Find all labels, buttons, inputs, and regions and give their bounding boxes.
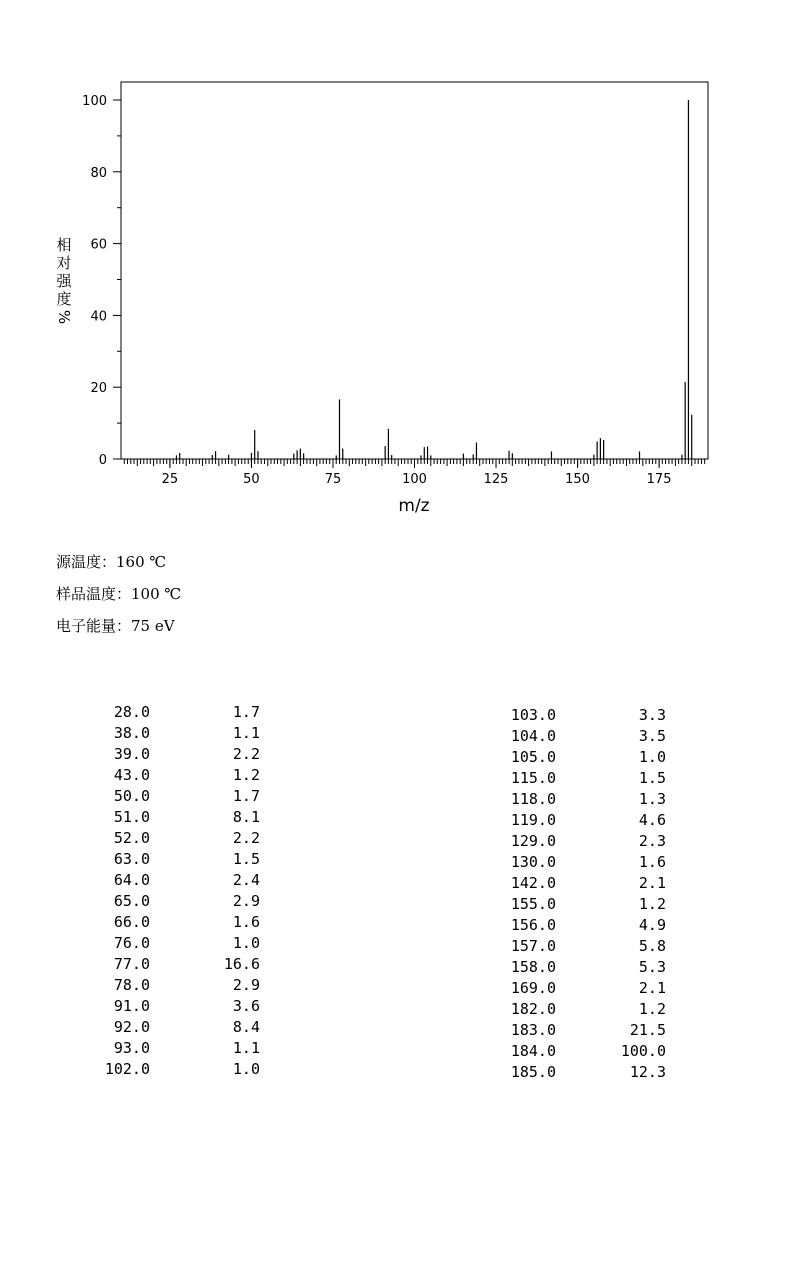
peak-table-right [502,706,672,1084]
mz-value: 65.0 [113,892,150,910]
table-row [96,892,266,913]
intensity-value: 1.5 [638,769,666,787]
y-axis-title-char-3: 度 [56,290,72,308]
y-axis-title-char-1: 对 [56,254,72,272]
x-tick-label-125: 125 [483,472,509,487]
intensity-value: 5.3 [638,958,666,976]
mz-value: 142.0 [510,874,556,892]
intensity-value: 2.3 [638,832,666,850]
peak-table-left [96,703,266,1081]
intensity-value: 3.6 [232,997,260,1015]
mz-value: 185.0 [510,1063,556,1081]
y-tick-label-20: 20 [90,381,107,397]
table-row [96,850,266,871]
mz-value: 66.0 [113,913,150,931]
y-axis [82,94,121,468]
intensity-value: 1.1 [232,1039,260,1057]
intensity-value: 1.1 [232,724,260,742]
source-temperature: 源温度：160 ℃ [56,553,167,571]
mz-value: 118.0 [510,790,556,808]
table-row [502,895,672,916]
mz-value: 102.0 [104,1060,150,1078]
intensity-value: 1.2 [232,766,260,784]
mz-value: 91.0 [113,997,150,1015]
table-row [96,871,266,892]
spectrum-peaks [176,100,691,459]
mz-value: 130.0 [510,853,556,871]
intensity-value: 12.3 [629,1063,666,1081]
mz-value: 64.0 [113,871,150,889]
table-row [502,727,672,748]
intensity-value: 1.2 [638,895,666,913]
intensity-value: 2.9 [232,892,260,910]
table-row [96,829,266,850]
intensity-value: 21.5 [629,1021,666,1039]
mz-value: 184.0 [510,1042,556,1060]
table-row [502,769,672,790]
mz-value: 51.0 [113,808,150,826]
mz-value: 92.0 [113,1018,150,1036]
table-row [502,874,672,895]
electron-energy: 电子能量：75 eV [56,617,175,635]
mz-value: 39.0 [113,745,150,763]
x-tick-label-100: 100 [402,472,427,487]
y-tick-label-60: 60 [90,237,107,253]
table-row [502,790,672,811]
x-axis-title: m/z [398,496,430,516]
mz-value: 50.0 [113,787,150,805]
table-row [502,937,672,958]
table-row [96,1018,266,1039]
intensity-value: 4.9 [638,916,666,934]
x-tick-label-175: 175 [646,472,672,487]
table-row [502,916,672,937]
mz-value: 105.0 [510,748,556,766]
intensity-value: 1.0 [232,934,260,952]
table-row [96,724,266,745]
table-row [502,1000,672,1021]
mz-value: 169.0 [510,979,556,997]
table-row [96,934,266,955]
y-axis-title-char-0: 相 [56,236,72,254]
table-row [502,1063,672,1084]
intensity-value: 8.4 [232,1018,260,1036]
mz-value: 155.0 [510,895,556,913]
table-row [502,958,672,979]
y-axis-title-char-4: % [55,309,73,325]
intensity-value: 1.6 [232,913,260,931]
mz-value: 115.0 [510,769,556,787]
mz-value: 183.0 [510,1021,556,1039]
mz-value: 182.0 [510,1000,556,1018]
mz-value: 157.0 [510,937,556,955]
intensity-value: 1.0 [638,748,666,766]
mass-spectrum-chart [0,0,794,530]
table-row [96,787,266,808]
intensity-value: 1.6 [638,853,666,871]
table-row [502,853,672,874]
table-row [502,1021,672,1042]
mz-value: 76.0 [113,934,150,952]
y-tick-label-100: 100 [82,94,107,109]
table-row [96,1039,266,1060]
intensity-value: 16.6 [223,955,260,973]
x-tick-label-50: 50 [243,472,260,487]
intensity-value: 2.1 [638,874,666,892]
table-row [502,748,672,769]
mz-value: 38.0 [113,724,150,742]
mz-value: 28.0 [113,703,150,721]
intensity-value: 1.3 [638,790,666,808]
mz-value: 156.0 [510,916,556,934]
mz-value: 158.0 [510,958,556,976]
mz-value: 63.0 [113,850,150,868]
table-row [96,745,266,766]
sample-temperature: 样品温度：100 ℃ [56,585,182,603]
y-axis-title [55,236,73,324]
table-row [96,808,266,829]
mz-value: 104.0 [510,727,556,745]
table-row [502,1042,672,1063]
intensity-value: 1.0 [232,1060,260,1078]
x-tick-label-150: 150 [565,472,590,487]
table-row [96,913,266,934]
mz-value: 129.0 [510,832,556,850]
x-tick-label-75: 75 [324,472,342,487]
mz-value: 77.0 [113,955,150,973]
intensity-value: 2.1 [638,979,666,997]
intensity-value: 3.3 [638,706,666,724]
mz-value: 93.0 [113,1039,150,1057]
intensity-value: 1.5 [232,850,260,868]
table-row [96,703,266,724]
intensity-value: 1.7 [232,703,260,721]
intensity-value: 4.6 [638,811,666,829]
table-row [96,955,266,976]
mz-value: 103.0 [510,706,556,724]
intensity-value: 5.8 [638,937,666,955]
intensity-value: 2.9 [232,976,260,994]
intensity-value: 1.2 [638,1000,666,1018]
table-row [96,1060,266,1081]
table-row [502,706,672,727]
intensity-value: 100.0 [620,1042,666,1060]
mz-value: 43.0 [113,766,150,784]
table-row [502,811,672,832]
x-tick-label-25: 25 [161,472,179,487]
intensity-value: 3.5 [638,727,666,745]
mz-value: 119.0 [510,811,556,829]
intensity-value: 2.2 [232,745,260,763]
intensity-value: 2.4 [232,871,260,889]
y-axis-title-char-2: 强 [56,272,72,290]
intensity-value: 1.7 [232,787,260,805]
y-tick-label-40: 40 [90,309,107,325]
intensity-value: 2.2 [232,829,260,847]
table-row [502,832,672,853]
y-tick-label-0: 0 [98,453,107,468]
y-tick-label-80: 80 [90,165,107,181]
plot-frame [121,82,708,459]
table-row [502,979,672,1000]
mz-value: 52.0 [113,829,150,847]
intensity-value: 8.1 [232,808,260,826]
table-row [96,997,266,1018]
table-row [96,766,266,787]
table-row [96,976,266,997]
mz-value: 78.0 [113,976,150,994]
